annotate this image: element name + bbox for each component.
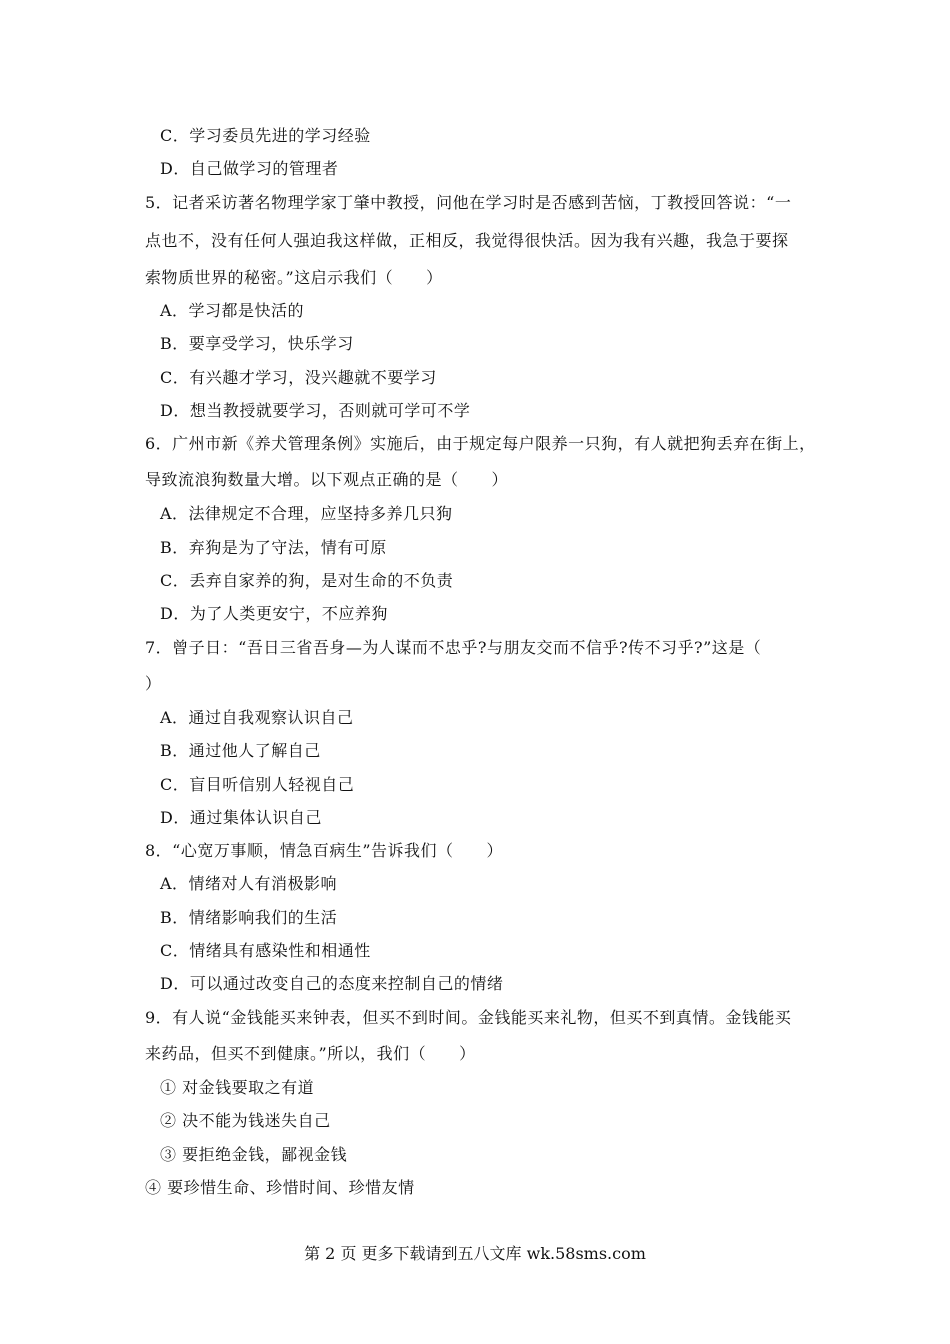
statement-4-q9: ④ 要珍惜生命、珍惜时间、珍惜友情 [145,1178,415,1197]
statement-2-q9: ② 决不能为钱迷失自己 [160,1111,331,1130]
option-c-q8: C．情绪具有感染性和相通性 [160,941,371,960]
option-d-q4: D．自己做学习的管理者 [160,159,339,178]
option-a-q7: A．通过自我观察认识自己 [160,708,354,727]
question-5-line-1: 5．记者采访著名物理学家丁肇中教授，问他在学习时是否感到苦恼，丁教授回答说：“一 [145,193,792,212]
option-c-q5: C．有兴趣才学习，没兴趣就不要学习 [160,368,437,387]
question-7-line-2: ） [145,674,162,693]
question-8: 8．“心宽万事顺，情急百病生”告诉我们（ ） [145,841,504,860]
option-a-q5: A．学习都是快活的 [160,301,305,320]
question-9-line-1: 9．有人说“金钱能买来钟表，但买不到时间。金钱能买来礼物，但买不到真情。金钱能买 [145,1008,792,1027]
statement-3-q9: ③ 要拒绝金钱，鄙视金钱 [160,1145,348,1164]
option-d-q6: D．为了人类更安宁，不应养狗 [160,604,388,623]
option-c-q4: C．学习委员先进的学习经验 [160,126,371,145]
statement-1-q9: ① 对金钱要取之有道 [160,1078,315,1097]
question-5-line-3: 索物质世界的秘密。”这启示我们（ ） [145,268,443,287]
option-d-q7: D．通过集体认识自己 [160,808,322,827]
option-b-q5: B．要享受学习，快乐学习 [160,334,354,353]
question-9-line-2: 来药品，但买不到健康。”所以，我们（ ） [145,1044,476,1063]
question-6-line-1: 6．广州市新《养犬管理条例》实施后，由于规定每户限养一只狗，有人就把狗丢弃在街上， [145,434,816,453]
question-6-line-2: 导致流浪狗数量大增。以下观点正确的是（ ） [145,470,509,489]
option-a-q6: A．法律规定不合理，应坚持多养几只狗 [160,504,453,523]
option-c-q7: C．盲目听信别人轻视自己 [160,775,355,794]
option-b-q6: B．弃狗是为了守法，情有可原 [160,538,387,557]
option-d-q8: D．可以通过改变自己的态度来控制自己的情绪 [160,974,504,993]
question-5-line-2: 点也不，没有任何人强迫我这样做，正相反，我觉得很快活。因为我有兴趣，我急于要探 [145,231,789,250]
page-footer: 第 2 页 更多下载请到五八文库 wk.58sms.com [304,1244,646,1263]
question-7-line-1: 7．曾子日：“吾日三省吾身—为人谋而不忠乎?与朋友交而不信乎?传不习乎?”这是（ [145,638,762,657]
option-b-q7: B．通过他人了解自己 [160,741,321,760]
option-a-q8: A．情绪对人有消极影响 [160,874,338,893]
option-c-q6: C．丢弃自家养的狗，是对生命的不负责 [160,571,454,590]
option-d-q5: D．想当教授就要学习，否则就可学可不学 [160,401,471,420]
option-b-q8: B．情绪影响我们的生活 [160,908,338,927]
